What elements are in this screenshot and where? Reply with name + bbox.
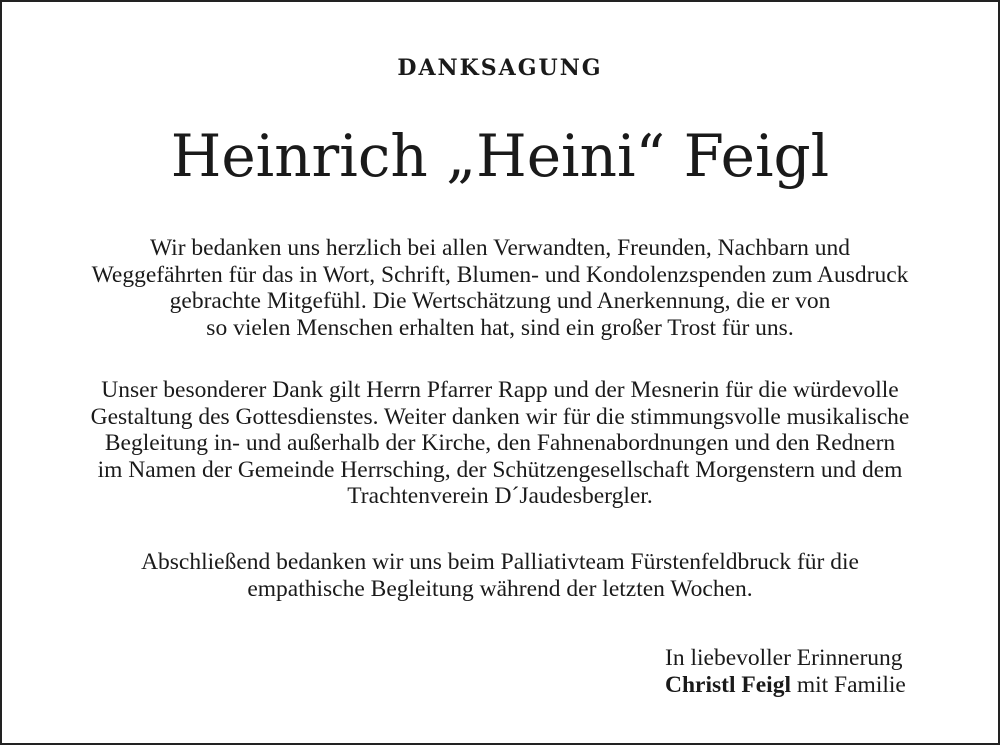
paragraph-line: Gestaltung des Gottesdienstes. Weiter danken wir für die stimmungsvolle musikalische [90,403,910,430]
paragraph-line: gebrachte Mitgefühl. Die Wertschätzung und Anerkennung, die er von [169,288,831,314]
notice-heading: DANKSAGUNG [397,55,603,81]
paragraph-line: Begleitung in- und außerhalb der Kirche, den Fahnenabordnungen und den Rednern [104,430,896,456]
paragraph-line: empathische Begleitung während der letzten Wochen. [247,575,753,602]
thanks-paragraph-1 [0,235,1000,341]
signer-suffix: mit Familie [790,671,906,698]
paragraph-line: im Namen der Gemeinde Herrsching, der Schützengesellschaft Morgenstern und dem [97,456,903,483]
deceased-name: Heinrich „Heini“ Feigl [170,122,830,190]
paragraph-line: Trachtenverein D´Jaudesbergler. [347,483,653,509]
signoff [665,645,906,698]
paragraph-line: Unser besonderer Dank gilt Herrn Pfarrer Rapp und der Mesnerin für die würdevolle [101,377,899,403]
paragraph-line: so vielen Menschen erhalten hat, sind ein großer Trost für uns. [206,314,794,341]
signer-line [665,672,906,699]
thanks-paragraph-3 [0,549,1000,602]
thanks-paragraph-2 [0,377,1000,510]
signoff-line: In liebevoller Erinnerung [665,645,903,671]
paragraph-line: Abschließend bedanken wir uns beim Palliativteam Fürstenfeldbruck für die [141,549,859,575]
paragraph-line: Weggefährten für das in Wort, Schrift, Blumen- und Kondolenzspenden zum Ausdruck [91,261,909,288]
paragraph-line: Wir bedanken uns herzlich bei allen Verwandten, Freunden, Nachbarn und [149,235,851,261]
signer-name: Christl Feigl [665,671,791,698]
